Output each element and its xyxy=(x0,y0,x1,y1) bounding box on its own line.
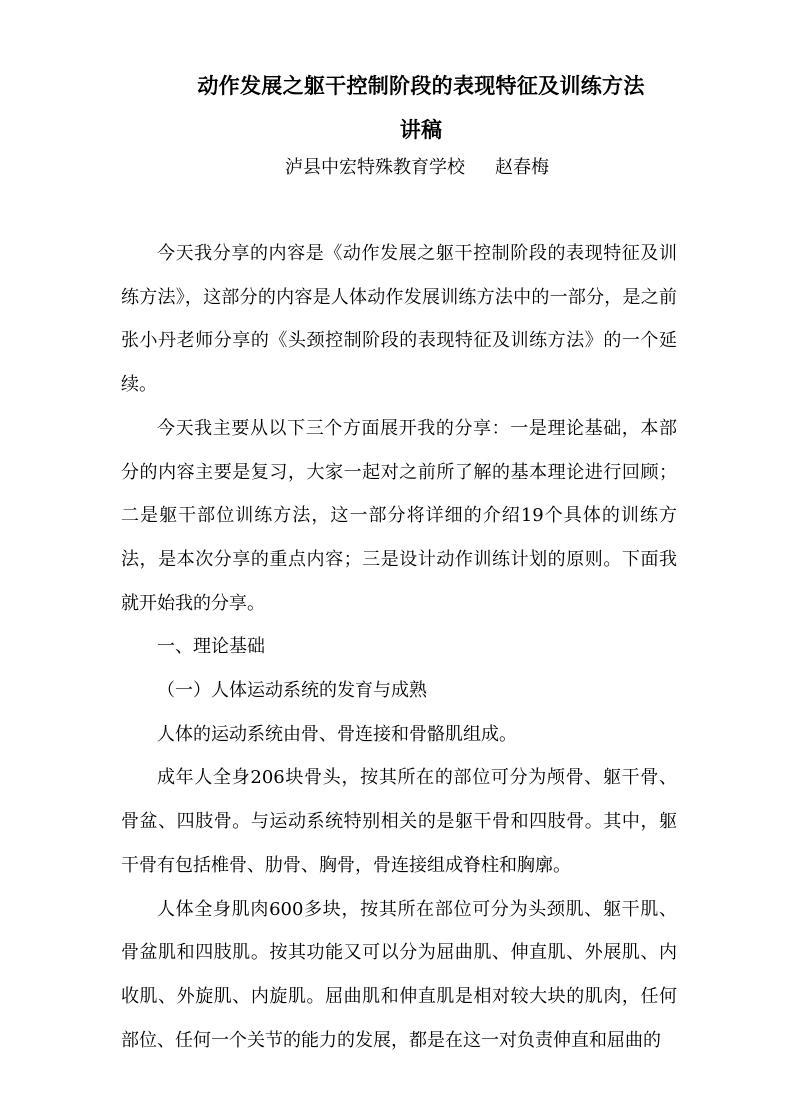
paragraph: 人体全身肌肉600多块，按其所在部位可分为头颈肌、躯干肌、骨盆肌和四肢肌。按其功能又可以分为屈曲肌、伸直肌、外展肌、内收肌、外旋肌、内旋肌。屈曲肌和伸直肌是相对较大块的肌肉，任何部位、任何一个关节的能力的发展，都是在这一对负责伸直和屈曲的 xyxy=(121,898,677,1051)
document-title: 动作发展之躯干控制阶段的表现特征及训练方法 xyxy=(197,74,645,98)
author-school: 泸县中宏特殊教育学校 xyxy=(285,157,465,178)
paragraph: 今天我分享的内容是《动作发展之躯干控制阶段的表现特征及训练方法》，这部分的内容是人体动作发展训练方法中的一部分，是之前张小丹老师分享的《头颈控制阶段的表现特征及训练方法》的一个延续。 xyxy=(121,243,677,396)
paragraph: 今天我主要从以下三个方面展开我的分享：一是理论基础，本部分的内容主要是复习，大家一起对之前所了解的基本理论进行回顾；二是躯干部位训练方法，这一部分将详细的介绍19个具体的训练方法，是本次分享的重点内容；三是设计动作训练计划的原则。下面我就开始我的分享。 xyxy=(121,417,677,614)
paragraph: 成年人全身206块骨头，按其所在的部位可分为颅骨、躯干骨、骨盆、四肢骨。与运动系统特别相关的是躯干骨和四肢骨。其中，躯干骨有包括椎骨、肋骨、胸骨，骨连接组成脊柱和胸廓。 xyxy=(121,767,677,876)
subsection-heading: （一）人体运动系统的发育与成熟 xyxy=(157,680,427,702)
document-body xyxy=(121,232,677,1062)
section-heading: 一、理论基础 xyxy=(157,636,265,658)
author-name: 赵春梅 xyxy=(495,157,549,178)
document-subtitle: 讲稿 xyxy=(399,118,443,142)
paragraph: 人体的运动系统由骨、骨连接和骨骼肌组成。 xyxy=(157,723,517,745)
author-line xyxy=(0,153,794,179)
